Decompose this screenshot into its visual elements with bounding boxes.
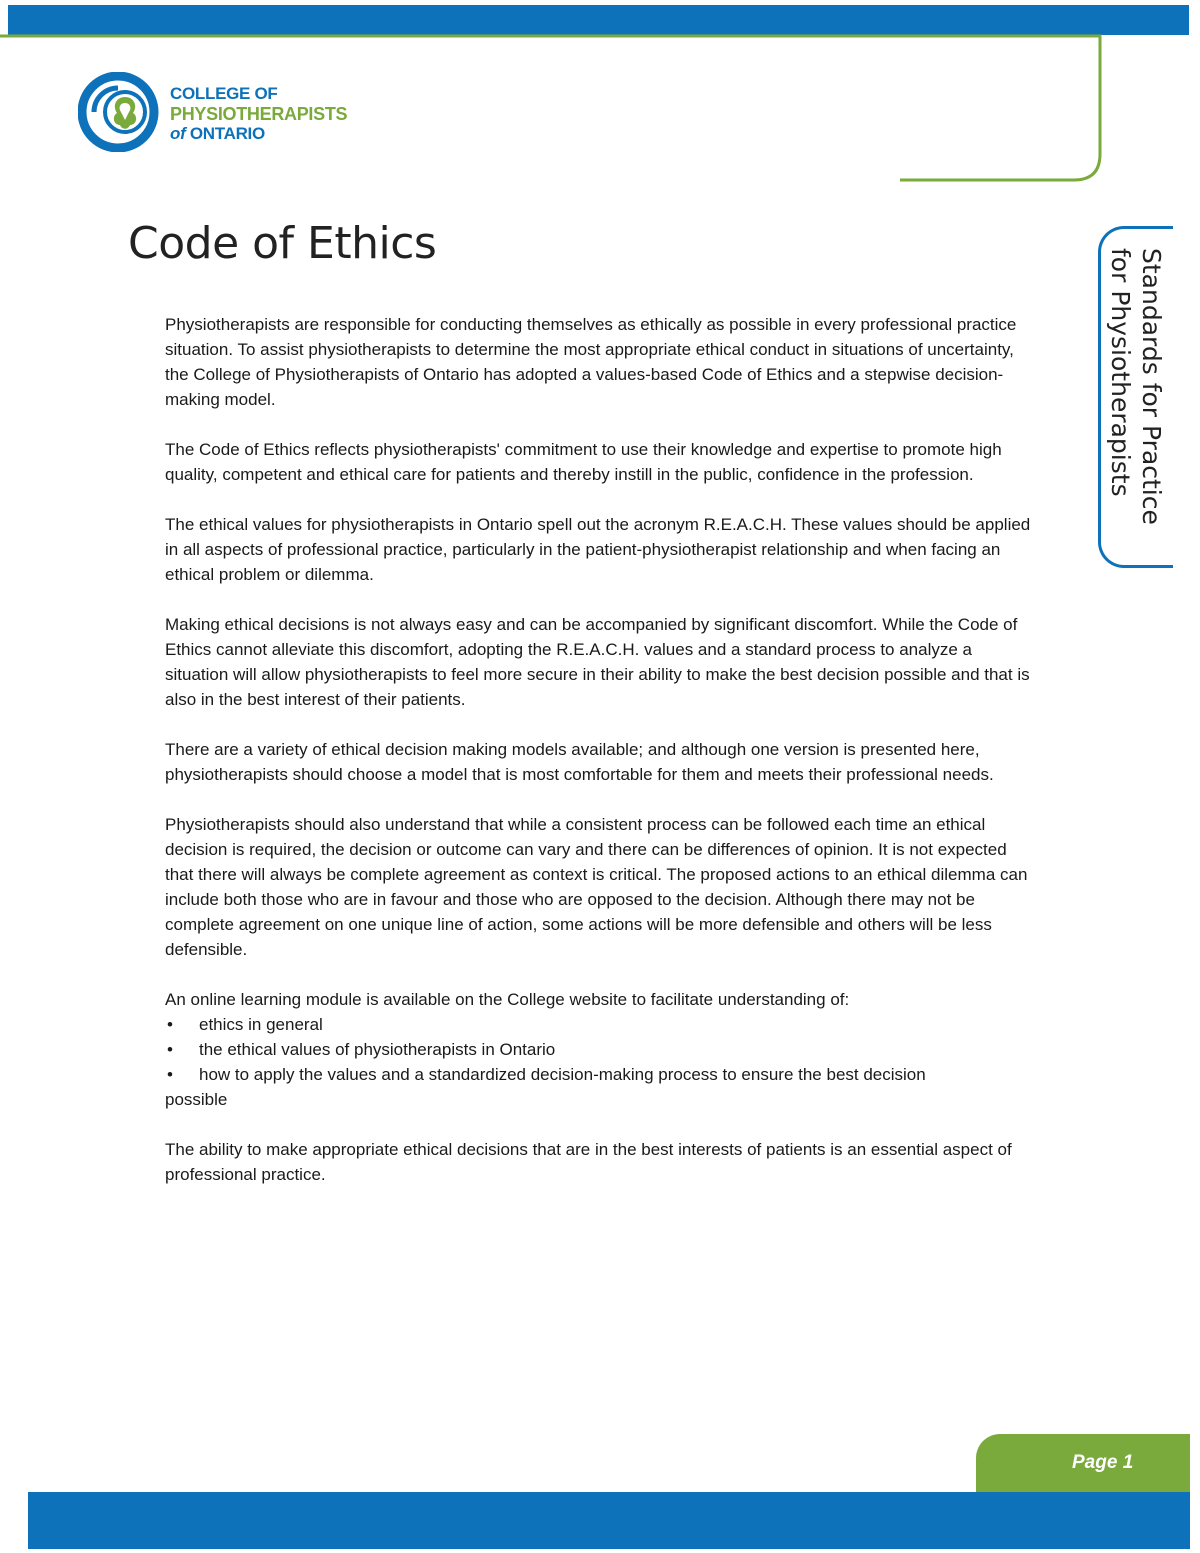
side-tab-label: Standards for Practice for Physiotherapists	[1106, 248, 1166, 525]
paragraph-4: Making ethical decisions is not always easy and can be accompanied by significant discomfort. While the Code of Ethics cannot alleviate this discomfort, adopting the R.E.A.C.H. values and a standard process to analyze a situation will allow physiotherapists to feel more secure in their ability to make the best decision possible and that is also in the best interest of their patients.	[165, 615, 1030, 709]
page-number: Page 1	[1072, 1452, 1134, 1473]
document-body	[165, 312, 1035, 1212]
list-item	[165, 1062, 1035, 1087]
college-logo-text	[170, 84, 347, 144]
list-item	[165, 1012, 1035, 1037]
logo-line-3	[170, 124, 347, 144]
bullet-icon: •	[167, 1040, 173, 1059]
list-item-text: ethics in general	[199, 1015, 323, 1034]
paragraph-6: Physiotherapists should also understand that while a consistent process can be followed each time an ethical decision is required, the decision or outcome can vary and there can be differences of opinion. It is not expected that there will always be complete agreement as context is critical. The proposed actions to an ethical dilemma can include both those who are in favour and those who are opposed to the decision. Although there may not be complete agreement on one unique line of action, some actions will be more defensible and others will be less defensible.	[165, 815, 1028, 959]
page-title: Code of Ethics	[128, 218, 437, 269]
list-item-text: the ethical values of physiotherapists in Ontario	[199, 1040, 556, 1059]
closing-paragraph: The ability to make appropriate ethical decisions that are in the best interests of patients is an essential aspect of professional practice.	[165, 1140, 1012, 1184]
paragraph-1: Physiotherapists are responsible for conducting themselves as ethically as possible in every professional practice situation. To assist physiotherapists to determine the most appropriate ethical conduct in situations of uncertainty, the College of Physiotherapists of Ontario has adopted a values-based Code of Ethics and a stepwise decision-making model.	[165, 315, 1017, 409]
bullet-icon: •	[167, 1015, 173, 1034]
paragraph-2: The Code of Ethics reflects physiotherapists' commitment to use their knowledge and expertise to promote high quality, competent and ethical care for patients and thereby instill in the public, confidence in the profession.	[165, 440, 1002, 484]
list-item-text: how to apply the values and a standardized decision-making process to ensure the best decision	[199, 1065, 926, 1084]
logo-line-3-rest: ONTARIO	[185, 124, 265, 143]
paragraph-3: The ethical values for physiotherapists in Ontario spell out the acronym R.E.A.C.H. These values should be applied in all aspects of professional practice, particularly in the patient-physiotherapist relationship and when facing an ethical problem or dilemma.	[165, 515, 1031, 584]
bullet-icon: •	[167, 1065, 173, 1084]
list-item	[165, 1037, 1035, 1062]
bullet-tail-text: possible	[165, 1090, 228, 1109]
module-intro: An online learning module is available on the College website to facilitate understanding of:	[165, 990, 850, 1009]
top-banner-bar	[8, 5, 1189, 35]
bottom-banner-bar	[28, 1492, 1190, 1549]
logo-line-3-prefix: of	[170, 124, 186, 143]
bullet-list	[165, 1012, 1035, 1087]
logo-line-2: PHYSIOTHERAPISTS	[170, 104, 348, 124]
paragraph-5: There are a variety of ethical decision making models available; and although one version is presented here, physiotherapists should choose a model that is most comfortable for them and meets their professional needs.	[165, 740, 994, 784]
logo-line-1: COLLEGE OF	[170, 84, 278, 103]
